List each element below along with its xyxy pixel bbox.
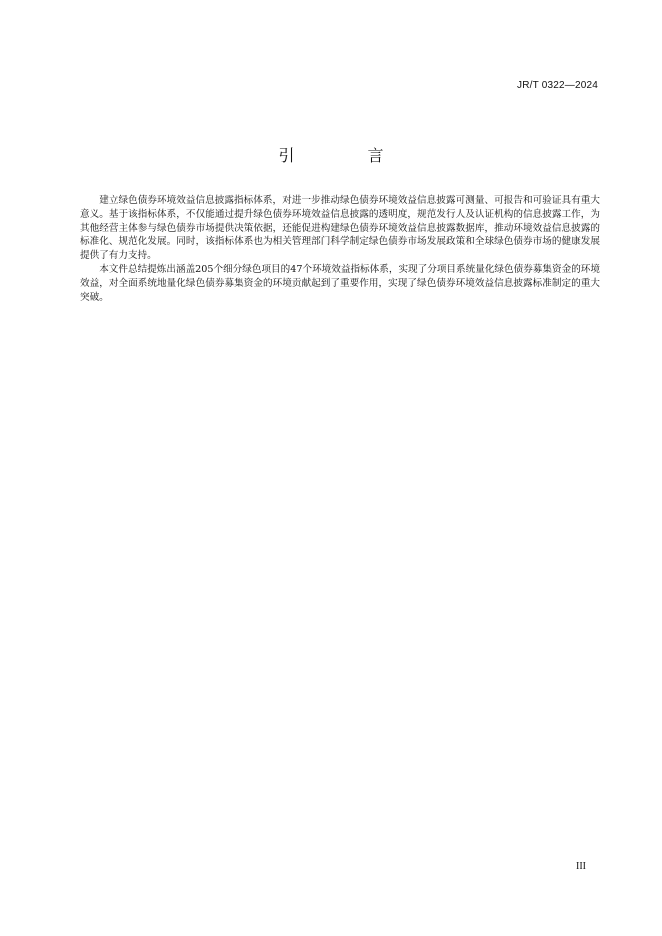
paragraph: 本文件总结提炼出涵盖205个细分绿色项目的47个环境效益指标体系，实现了分项目系统量化绿色债券募集资金的环境效益，对全面系统地量化绿色债券募集资金的环境贡献起到了重要作用，实现了绿色债券环境效益信息披露标准制定的重大突破。 — [80, 263, 600, 303]
standard-code: JR/T 0322—2024 — [517, 80, 598, 91]
introduction-body — [80, 194, 600, 304]
paragraph: 建立绿色债券环境效益信息披露指标体系，对进一步推动绿色债券环境效益信息披露可测量、可报告和可验证具有重大意义。基于该指标体系，不仅能通过提升绿色债券环境效益信息披露的透明度，规范发行人及认证机构的信息披露工作，为其他经营主体参与绿色债券市场提供决策依据，还能促进构建绿色债券环境效益信息披露数据库，推动环境效益信息披露的标准化、规范化发展。同时，该指标体系也为相关管理部门科学制定绿色债券市场发展政策和全球绿色债券市场的健康发展提供了有力支持。 — [80, 195, 600, 262]
page-number: III — [576, 861, 586, 872]
section-title: 引 言 — [278, 146, 418, 165]
